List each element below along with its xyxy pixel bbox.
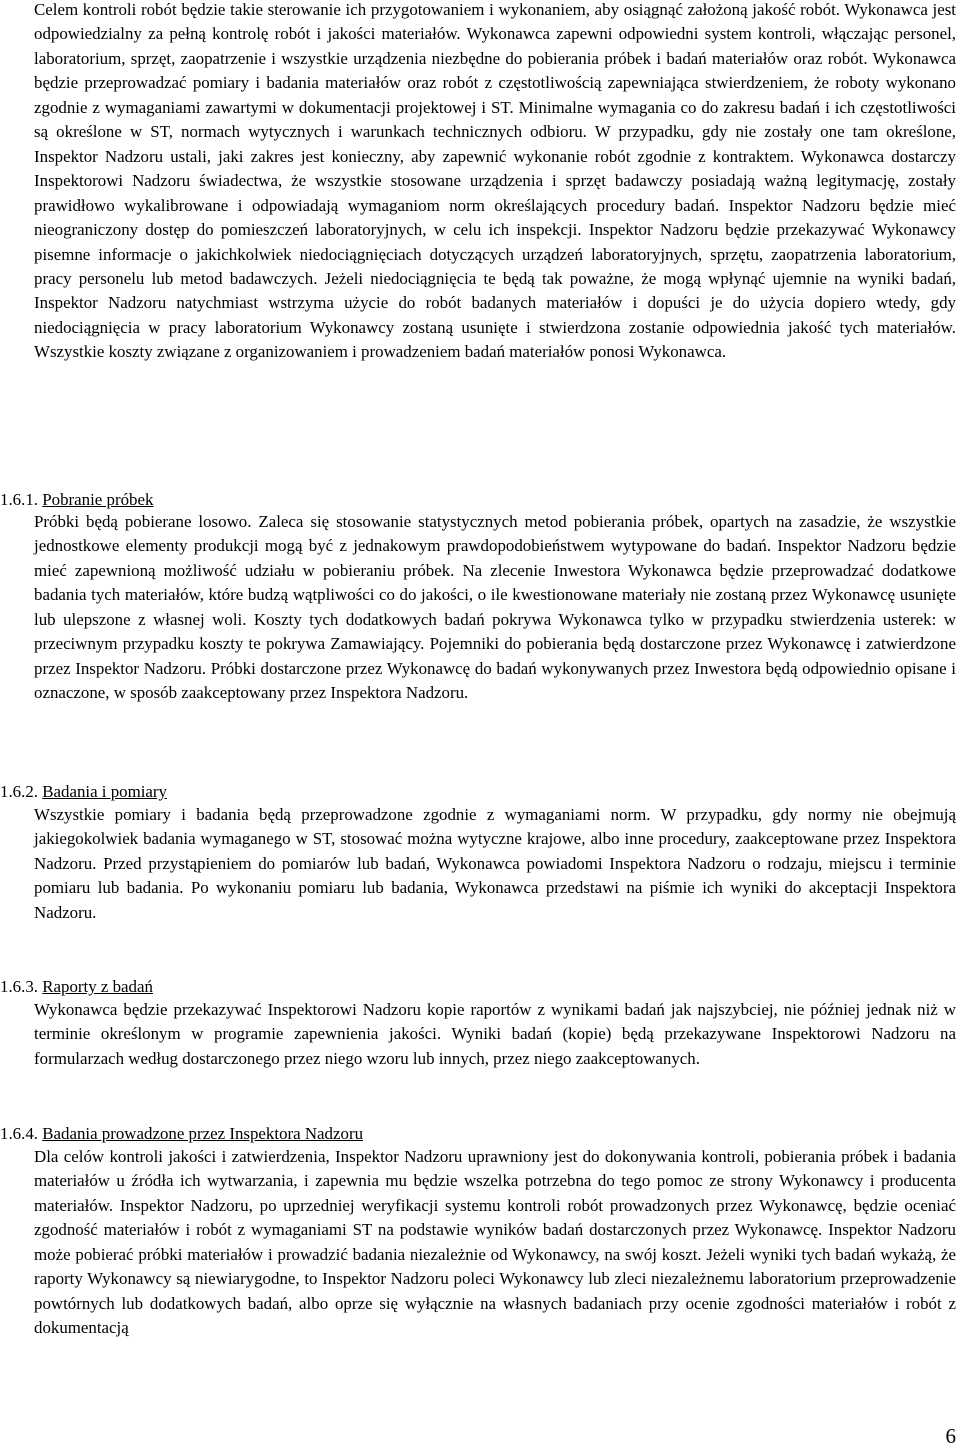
section-heading-1-6-4 bbox=[0, 1122, 363, 1146]
section-paragraph-1-6-3: Wykonawca będzie przekazywać Inspektorowi Nadzoru kopie raportów z wynikami badań jak najszybciej, nie później jednak niż w terminie określonym w programie zapewnienia jakości. Wyniki badań (kopie) będą przekazywane Inspektorowi Nadzoru na formularzach według dostarczonego przez niego wzoru lub innych, przez niego zaakceptowanych. bbox=[34, 1000, 956, 1068]
section-paragraph-1-6-1: Próbki będą pobierane losowo. Zaleca się stosowanie statystycznych metod pobierania próbek, opartych na zasadzie, że wszystkie jednostkowe elementy produkcji mogą być z jednakowym prawdopodobieństwem wytypowane do badań. Inspektor Nadzoru będzie mieć zapewnioną możliwość udziału w pobieraniu próbek. Na zlecenie Inwestora Wykonawca będzie przeprowadzać dodatkowe badania tych materiałów, które budzą wątpliwości co do jakości, o ile kwestionowane materiały nie zostaną przez Wykonawcę usunięte lub ulepszone z własnej woli. Koszty tych dodatkowych badań pokrywa Wykonawca tylko w przypadku stwierdzenia usterek: w przeciwnym przypadku koszty te pokrywa Zamawiający. Pojemniki do pobierania będą dostarczone przez Wykonawcę i zatwierdzone przez Inspektor Nadzoru. Próbki dostarczone przez Wykonawcę do badań wykonywanych przez Inwestora będą odpowiednio opisane i oznaczone, w sposób zaakceptowany przez Inspektora Nadzoru. bbox=[34, 512, 956, 703]
section-paragraph-1-6-2: Wszystkie pomiary i badania będą przeprowadzone zgodnie z wymaganiami norm. W przypadku, gdy normy nie obejmują jakiegokolwiek badania wymaganego w ST, stosować można wytyczne krajowe, albo inne procedury, zaakceptowane przez Inspektora Nadzoru. Przed przystąpieniem do pomiarów lub badań, Wykonawca powiadomi Inspektora Nadzoru o rodzaju, miejscu i terminie pomiaru lub badania. Po wykonaniu pomiaru lub badania, Wykonawca przedstawi na piśmie ich wyniki do akceptacji Inspektora Nadzoru. bbox=[34, 805, 956, 922]
section-title: Badania i pomiary bbox=[42, 782, 168, 801]
intro-paragraph: Celem kontroli robót będzie takie sterowanie ich przygotowaniem i wykonaniem, aby osiągnąć założoną jakość robót. Wykonawca jest odpowiedzialny za pełną kontrolę robót i jakości materiałów. Wykonawca zapewni odpowiedni system kontroli, włączając personel, laboratorium, sprzęt, zaopatrzenie i wszystkie urządzenia niezbędne do pobierania próbek i badań materiałów oraz robót. Wykonawca będzie przeprowadzać pomiary i badania materiałów oraz robót z częstotliwością zapewniająca stwierdzeniem, że roboty wykonano zgodnie z wymaganiami zawartymi w dokumentacji projektowej i ST. Minimalne wymagania co do zakresu badań i ich częstotliwości są określone w ST, normach wytycznych i warunkach technicznych odbioru. W przypadku, gdy nie zostały one tam określone, Inspektor Nadzoru ustali, jaki zakres jest konieczny, aby zapewnić wykonanie robót zgodnie z kontraktem. Wykonawca dostarczy Inspektorowi Nadzoru świadectwa, że wszystkie stosowane urządzenia i sprzęt badawczy posiadają ważną legitymację, zostały prawidłowo wykalibrowane i odpowiadają wymaganiom norm określających procedury badań. Inspektor Nadzoru będzie mieć nieograniczony dostęp do pomieszczeń laboratoryjnych, w celu ich inspekcji. Inspektor Nadzoru będzie przekazywać Wykonawcy pisemne informacje o jakichkolwiek niedociągnięciach dotyczących urządzeń laboratoryjnych, sprzętu, zaopatrzenia laboratorium, pracy personelu lub metod badawczych. Jeżeli niedociągnięcia te będą tak poważne, że mogą wpłynąć ujemnie na wyniki badań, Inspektor Nadzoru natychmiast wstrzyma użycie do robót badanych materiałów i dopuści je do użycia dopiero wtedy, gdy niedociągnięcia w pracy laboratorium Wykonawcy zostaną usunięte i stwierdzona zostanie odpowiednia jakość tych materiałów. Wszystkie koszty związane z organizowaniem i prowadzeniem badań materiałów ponosi Wykonawca. bbox=[34, 0, 956, 362]
section-heading-1-6-2 bbox=[0, 780, 167, 804]
section-number: 1.6.2. bbox=[0, 782, 43, 801]
section-heading-1-6-1 bbox=[0, 488, 153, 512]
section-title: Pobranie próbek bbox=[42, 490, 154, 509]
section-paragraph-1-6-4: Dla celów kontroli jakości i zatwierdzenia, Inspektor Nadzoru uprawniony jest do dokonywania kontroli, pobierania próbek i badania materiałów u źródła ich wytwarzania, i zapewnia mu będzie wszelka potrzebna do tego pomoc ze strony Wykonawcy i producenta materiałów. Inspektor Nadzoru, po uprzedniej weryfikacji systemu kontroli robót prowadzonych przez Wykonawcę, będzie oceniać zgodność materiałów i robót z wymaganiami ST na podstawie wyników badań dostarczonych przez Wykonawcę. Inspektor Nadzoru może pobierać próbki materiałów i prowadzić badania niezależnie od Wykonawcy, na swój koszt. Jeżeli wyniki tych badań wykażą, że raporty Wykonawcy są niewiarygodne, to Inspektor Nadzoru poleci Wykonawcy lub zleci niezależnemu laboratorium przeprowadzenie powtórnych lub dodatkowych badań, albo oprze się wyłącznie na własnych badaniach przy ocenie zgodności materiałów i robót z dokumentacją bbox=[34, 1147, 956, 1338]
section-number: 1.6.1. bbox=[0, 490, 43, 509]
page-number: 6 bbox=[945, 1424, 956, 1448]
section-heading-1-6-3 bbox=[0, 975, 153, 999]
section-title: Badania prowadzone przez Inspektora Nadzoru bbox=[42, 1124, 364, 1143]
section-number: 1.6.4. bbox=[0, 1124, 43, 1143]
section-title: Raporty z badań bbox=[42, 977, 153, 996]
section-number: 1.6.3. bbox=[0, 977, 43, 996]
